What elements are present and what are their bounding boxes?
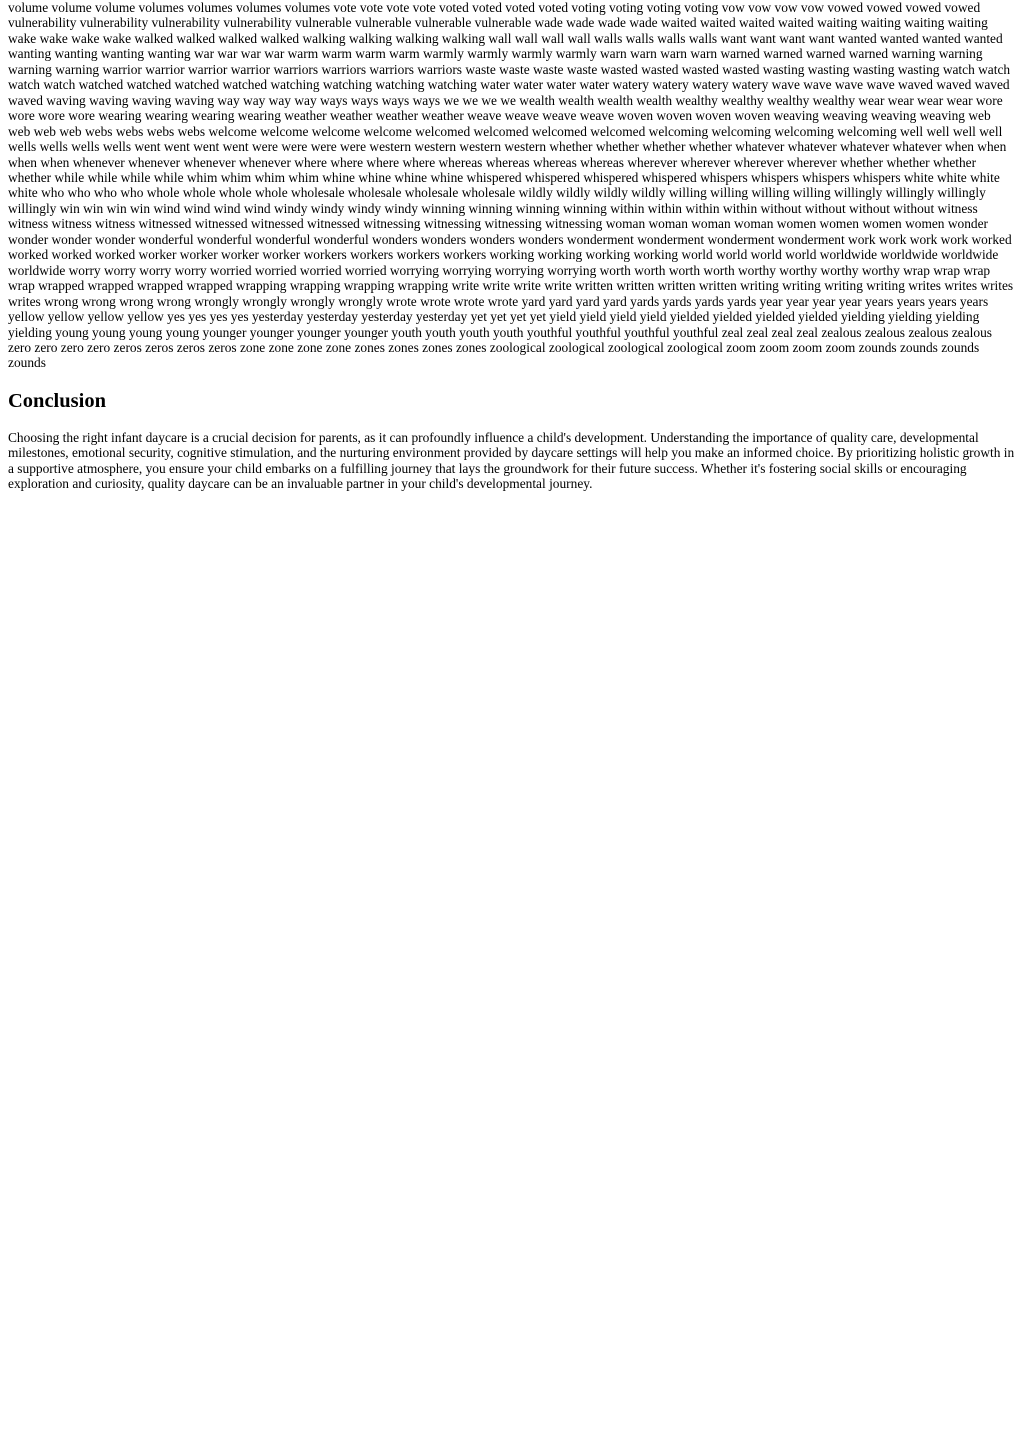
conclusion-paragraph: Choosing the right infant daycare is a crucial decision for parents, as it can profoundly influence a child's development. Understanding the importance of quality care, developmental milestones, emotional security, cognitive stimulation, and the nurturing environment provided by daycare settings will help you make an informed choice. By prioritizing holistic growth in a supportive atmosphere, you ensure your child embarks on a fulfilling journey that lays the groundwork for their future success. Whether it's fostering social skills or encouraging exploration and curiosity, quality daycare can be an invaluable partner in your child's developmental journey. [8,429,1015,492]
conclusion-heading: Conclusion [8,389,106,412]
word-list-paragraph: volume volume volume volumes volumes volumes volumes vote vote vote vote voted voted voted voted voting voting voting voting vow vow vow vow vowed vowed vowed vowed vulnerability vulnerability vulnerability vulnerability vulnerable vulnerable vulnerable vulnerable wade wade wade wade waited waited waited waited waiting waiting waiting waiting wake wake wake wake walked walked walked walked walking walking walking walking wall wall wall wall walls walls walls walls want want want want wanted wanted wanted wanted wanting wanting wanting wanting war war war war warm warm warm warm warmly warmly warmly warmly warn warn warn warn warned warned warned warned warning warning warning warning warrior warrior warrior warrior warriors warriors warriors warriors waste waste waste waste wasted wasted wasted wasted wasting wasting wasting wasting watch watch watch watch watched watched watched watched watching watching watching watching water water water water watery watery watery watery wave wave wave wave waved waved waved waved waving waving waving waving way way way way ways ways ways ways we we we we wealth wealth wealth wealth wealthy wealthy wealthy wealthy wear wear wear wear wore wore wore wore wearing wearing wearing wearing weather weather weather weather weave weave weave weave woven woven woven woven weaving weaving weaving weaving web web web web webs webs webs webs welcome welcome welcome welcome welcomed welcomed welcomed welcomed welcoming welcoming welcoming welcoming well well well well wells wells wells wells went went went went were were were were western western western western whether whether whether whether whatever whatever whatever whatever when when when when whenever whenever whenever whenever where where where where whereas whereas whereas whereas wherever wherever wherever wherever whether whether whether whether while while while while whim whim whim whim whine whine whine whine whispered whispered whispered whispered whispers whispers whispers whispers white white white white who who who who whole whole whole whole wholesale wholesale wholesale wholesale wildly wildly wildly wildly willing willing willing willing willingly willingly willingly willingly win win win win wind wind wind wind windy windy windy windy winning winning winning winning within within within within without without without without witness witness witness witness witnessed witnessed witnessed witnessed witnessing witnessing witnessing witnessing woman woman woman woman women women women women wonder wonder wonder wonder wonderful wonderful wonderful wonderful wonders wonders wonders wonders wonderment wonderment wonderment wonderment work work work work worked worked worked worked worker worker worker worker workers workers workers workers working working working working world world world world worldwide worldwide worldwide worldwide worry worry worry worry worried worried worried worried worrying worrying worrying worrying worth worth worth worth worthy worthy worthy worthy wrap wrap wrap wrap wrapped wrapped wrapped wrapped wrapping wrapping wrapping wrapping write write write write written written written written writing writing writing writing writes writes writes writes wrong wrong wrong wrong wrongly wrongly wrongly wrongly wrote wrote wrote wrote yard yard yard yard yards yards yards yards year year year year years years years years yellow yellow yellow yellow yes yes yes yes yesterday yesterday yesterday yesterday yet yet yet yet yield yield yield yield yielded yielded yielded yielded yielding yielding yielding yielding young young young young younger younger younger younger youth youth youth youth youthful youthful youthful youthful zeal zeal zeal zeal zealous zealous zealous zealous zero zero zero zero zeros zeros zeros zeros zone zone zone zone zones zones zones zones zoological zoological zoological zoological zoom zoom zoom zoom zounds zounds zounds zounds [8,0,1014,371]
document-page [0,0,1024,492]
